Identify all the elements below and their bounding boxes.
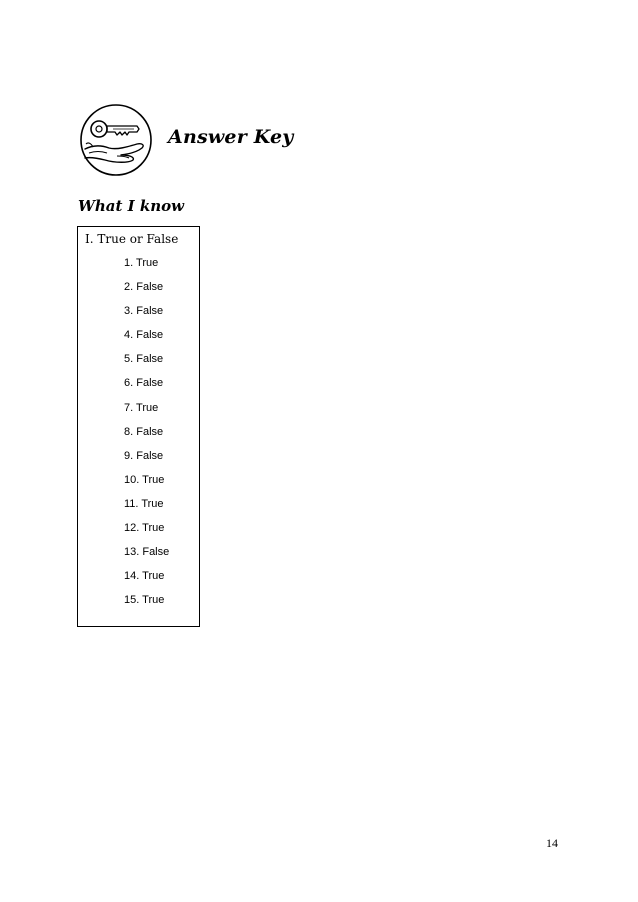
answer-item: 4. False xyxy=(124,329,164,342)
key-in-hand-icon-graphic xyxy=(79,103,153,177)
answer-item: 1. True xyxy=(124,257,159,269)
answer-item: 6. False xyxy=(124,377,164,390)
answer-item: 9. False xyxy=(124,449,164,462)
box-heading: I. True or False xyxy=(85,232,179,246)
answer-item: 3. False xyxy=(124,305,164,318)
answer-item: 13. False xyxy=(124,546,170,559)
answer-item: 8. False xyxy=(124,425,164,438)
page-number: 14 xyxy=(546,836,558,850)
answer-item: 5. False xyxy=(124,353,164,366)
answer-box xyxy=(77,226,200,627)
section-heading: What I know xyxy=(78,197,185,215)
answer-item: 7. True xyxy=(124,401,159,414)
answer-item: 2. False xyxy=(124,281,164,294)
page-title: Answer Key xyxy=(168,126,294,148)
key-in-hand-icon xyxy=(79,103,153,177)
answer-item: 11. True xyxy=(124,497,164,510)
answer-item: 12. True xyxy=(124,522,165,535)
answer-item: 14. True xyxy=(124,570,165,583)
answer-item: 15. True xyxy=(124,594,165,607)
answer-item: 10. True xyxy=(124,473,165,486)
answer-list xyxy=(124,256,169,617)
